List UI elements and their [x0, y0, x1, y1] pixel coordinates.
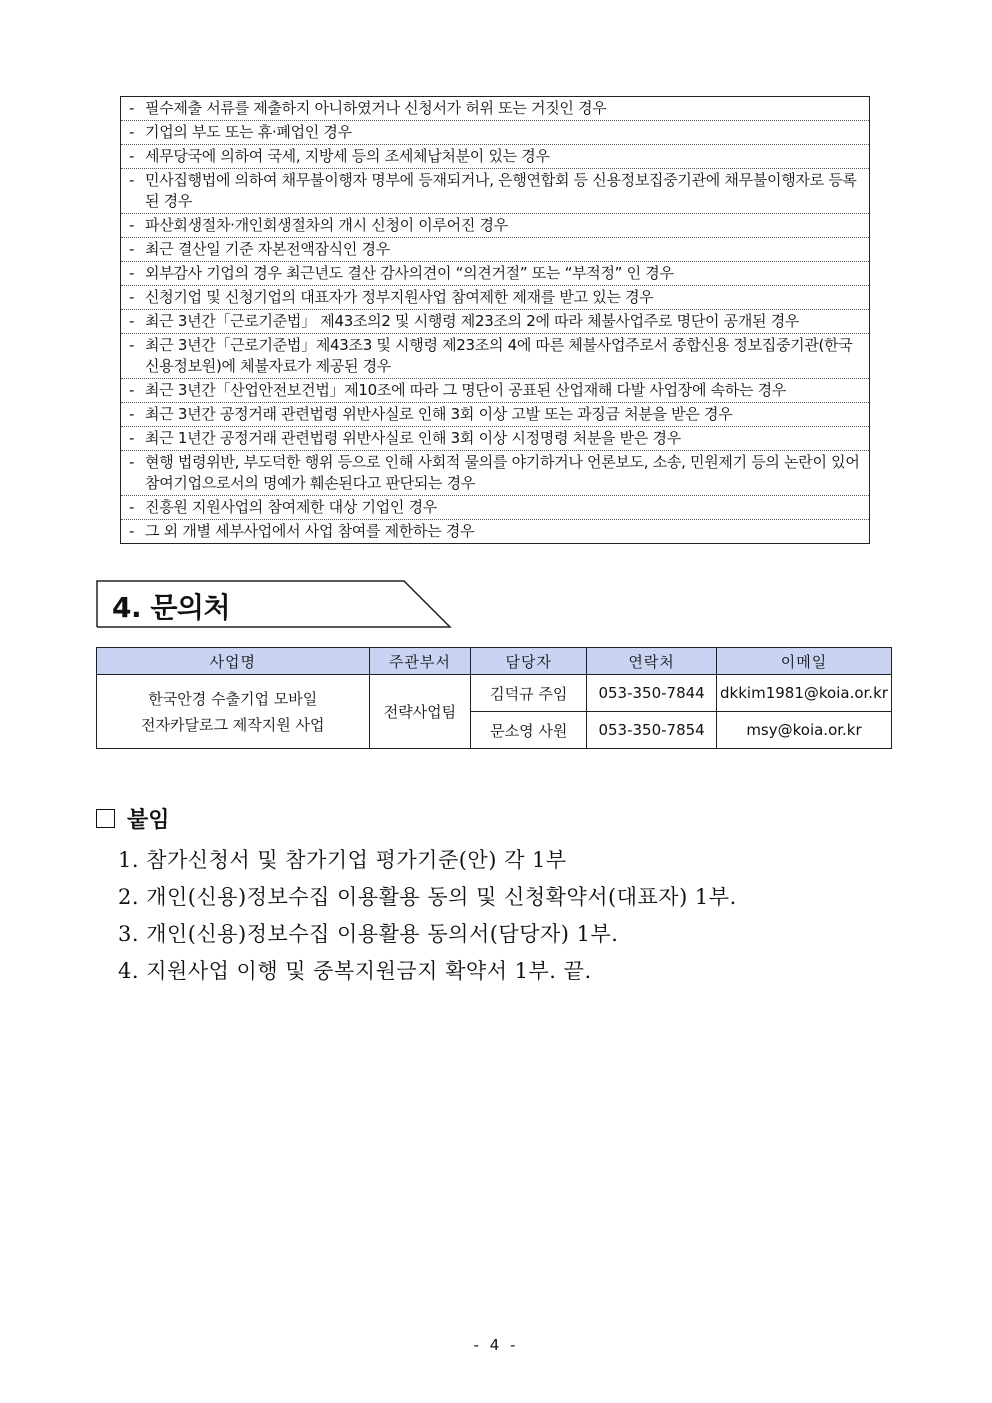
business-name-line: 전자카달로그 제작지원 사업 — [141, 715, 325, 734]
attachments-list — [118, 845, 737, 993]
checkbox-square-icon — [96, 809, 115, 828]
criteria-item: - 최근 3년간「근로기준법」 제43조의2 및 시행령 제23조의 2에 따라 체불사업주로 명단이 공개된 경우 — [121, 310, 869, 334]
exclusion-criteria-box — [120, 96, 870, 544]
criteria-item: - 세무당국에 의하여 국세, 지방세 등의 조세체납처분이 있는 경우 — [121, 145, 869, 169]
email-cell: dkkim1981@koia.or.kr — [716, 675, 891, 712]
column-header: 담당자 — [471, 648, 587, 675]
criteria-item: - 진흥원 지원사업의 참여제한 대상 기업인 경우 — [121, 496, 869, 520]
business-name-line: 한국안경 수출기업 모바일 — [148, 689, 318, 708]
criteria-item: - 신청기업 및 신청기업의 대표자가 정부지원사업 참여제한 제재를 받고 있는 경우 — [121, 286, 869, 310]
attachment-item: 4. 지원사업 이행 및 중복지원금지 확약서 1부. 끝. — [118, 959, 592, 983]
column-header: 사업명 — [97, 648, 370, 675]
attachment-item: 3. 개인(신용)정보수집 이용활용 동의서(담당자) 1부. — [118, 922, 619, 946]
person-name-cell: 김덕규 주임 — [471, 675, 587, 712]
column-header: 연락처 — [587, 648, 717, 675]
attachment-item: 2. 개인(신용)정보수집 이용활용 동의 및 신청확약서(대표자) 1부. — [118, 885, 737, 909]
department-cell: 전략사업팀 — [369, 675, 471, 749]
page-number: - 4 - — [473, 1336, 519, 1354]
contact-table — [96, 647, 892, 749]
criteria-item: - 파산회생절차·개인회생절차의 개시 신청이 이루어진 경우 — [121, 214, 869, 238]
table-row — [97, 675, 892, 712]
criteria-item: - 그 외 개별 세부사업에서 사업 참여를 제한하는 경우 — [129, 522, 475, 540]
table-header-row — [97, 648, 892, 675]
criteria-item: - 최근 1년간 공정거래 관련법령 위반사실로 인해 3회 이상 시정명령 처분을 받은 경우 — [121, 427, 869, 451]
person-name-cell: 문소영 사원 — [471, 712, 587, 749]
attachments-heading: 붙임 — [96, 803, 170, 834]
criteria-item: - 최근 3년간 공정거래 관련법령 위반사실로 인해 3회 이상 고발 또는 과징금 처분을 받은 경우 — [121, 403, 869, 427]
criteria-item: - 외부감사 기업의 경우 최근년도 결산 감사의견이 “의견거절” 또는 “부적정” 인 경우 — [121, 262, 869, 286]
criteria-item: - 필수제출 서류를 제출하지 아니하였거나 신청서가 허위 또는 거짓인 경우 — [121, 97, 869, 121]
column-header: 주관부서 — [369, 648, 471, 675]
criteria-item: - 최근 3년간「근로기준법」제43조3 및 시행령 제23조의 4에 따른 체불사업주로서 종합신용 정보집중기관(한국신용정보원)에 체불자료가 제공된 경우 — [121, 334, 869, 379]
criteria-item: - 최근 3년간「산업안전보건법」제10조에 따라 그 명단이 공표된 산업재해 다발 사업장에 속하는 경우 — [121, 379, 869, 403]
business-name-cell — [97, 675, 370, 749]
email-cell: msy@koia.or.kr — [716, 712, 891, 749]
criteria-item: - 기업의 부도 또는 휴·폐업인 경우 — [121, 121, 869, 145]
criteria-item: - 민사집행법에 의하여 채무불이행자 명부에 등재되거나, 은행연합회 등 신용정보집중기관에 채무불이행자로 등록된 경우 — [121, 169, 869, 214]
section-heading — [96, 580, 450, 628]
phone-cell: 053-350-7854 — [587, 712, 717, 749]
attachment-item: 1. 참가신청서 및 참가기업 평가기준(안) 각 1부 — [118, 848, 567, 872]
column-header: 이메일 — [716, 648, 891, 675]
criteria-item: - 최근 결산일 기준 자본전액잠식인 경우 — [121, 238, 869, 262]
criteria-item: - 현행 법령위반, 부도덕한 행위 등으로 인해 사회적 물의를 야기하거나 언론보도, 소송, 민원제기 등의 논란이 있어 참여기업으로서의 명예가 훼손된다고 판단되는 경우 — [121, 451, 869, 496]
section-title: 4. 문의처 — [112, 591, 231, 624]
phone-cell: 053-350-7844 — [587, 675, 717, 712]
